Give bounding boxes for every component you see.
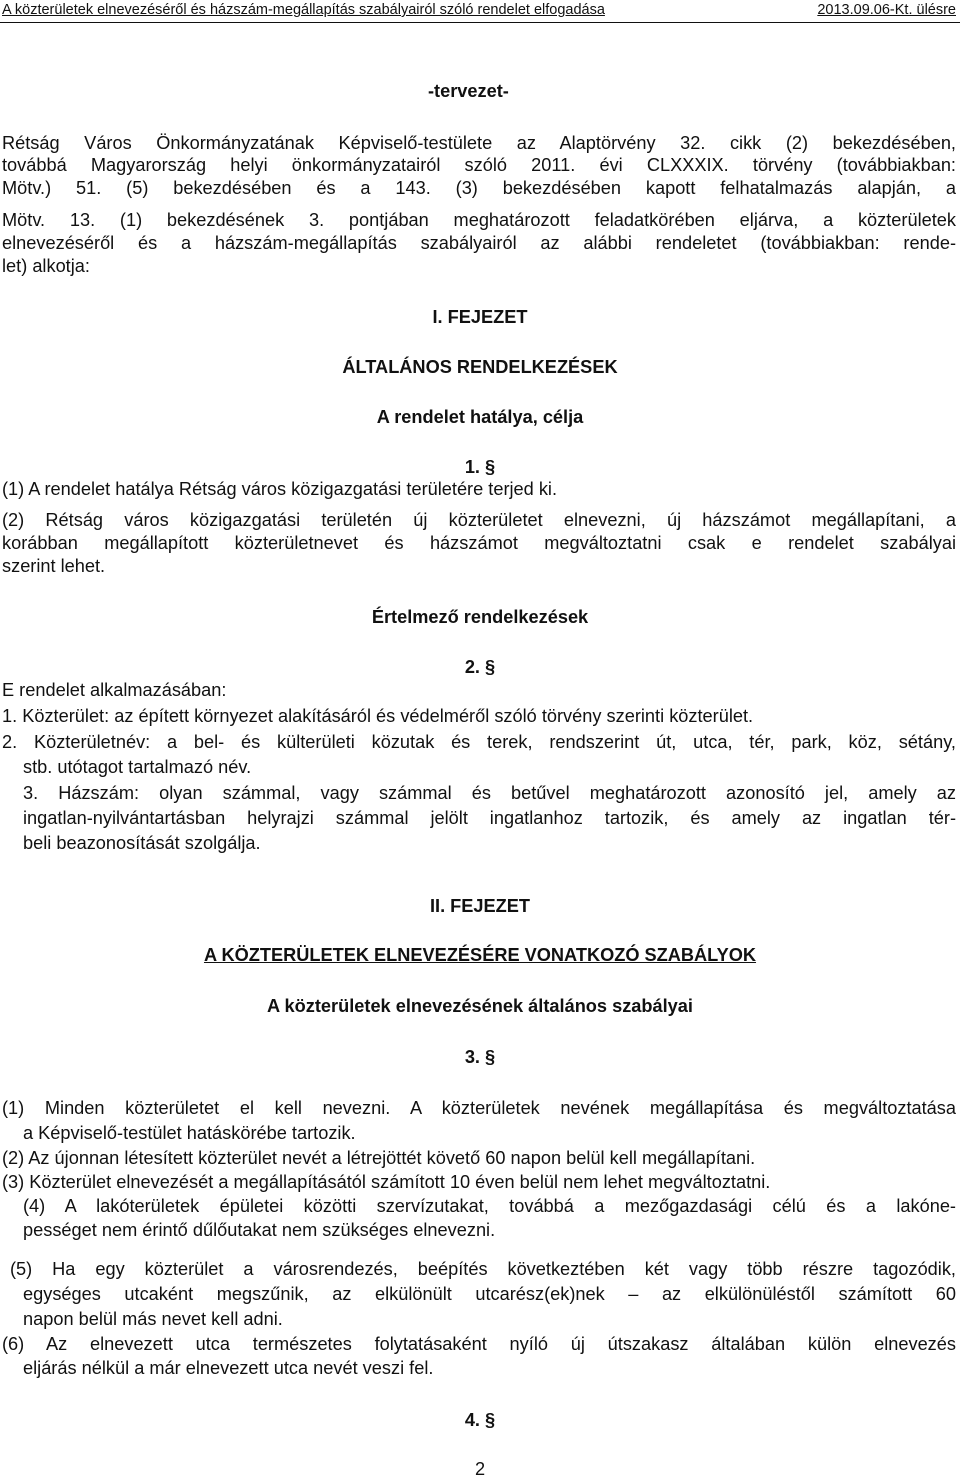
running-header [0, 0, 960, 23]
section-sign-icon: § [485, 657, 496, 677]
definition-item: 1. Közterület: az épített környezet alakításáról és védelméről szóló törvény szerinti közterület. [2, 706, 754, 726]
section-number: 4. § [464, 1410, 496, 1430]
section-title: A rendelet hatálya, célja [376, 407, 584, 427]
paragraph-line: (5) Ha egy közterület a városrendezés, beépítés következtében két vagy több részre tagozódik, [10, 1259, 956, 1279]
header-meeting-code: 2013.09.06-Kt. ülésre [817, 2, 956, 18]
definition-item: 3. Házszám: olyan számmal, vagy számmal és betűvel meghatározott azonosító jel, amely az [23, 783, 956, 803]
preamble-line: Mötv.) 51. (5) bekezdésében és a 143. (3) bekezdésében kapott felhatalmazás alapján, a [2, 178, 956, 198]
preamble-line: továbbá Magyarország helyi önkormányzatairól szóló 2011. évi CLXXXIX. törvény (továbbiakban: [2, 155, 956, 175]
chapter-number: I. FEJEZET [432, 307, 528, 327]
paragraph-line: (2) Rétság város közigazgatási területén új közterületet elnevezni, új házszámot megállapítani, a [2, 510, 956, 530]
paragraph-line: napon belül más nevet kell adni. [23, 1309, 283, 1329]
section-number: 1. § [464, 457, 496, 477]
section-sign-icon: § [485, 457, 496, 477]
paragraph-line: pességet nem érintő dűlőutakat nem szükséges elnevezni. [23, 1220, 496, 1240]
definition-item: beli beazonosítását szolgálja. [23, 833, 261, 853]
section-sign-icon: § [485, 1410, 496, 1430]
chapter-number: II. FEJEZET [429, 896, 531, 916]
section-number: 2. § [464, 657, 496, 677]
paragraph-line: (4) A lakóterületek épületei közötti szervízutakat, továbbá a mezőgazdasági célú és a lakóne- [23, 1196, 956, 1216]
preamble-line: Mötv. 13. (1) bekezdésének 3. pontjában meghatározott feladatkörében eljárva, a közterületek [2, 210, 956, 230]
section-title: Értelmező rendelkezések [371, 607, 589, 627]
preamble-line: let) alkotja: [2, 256, 90, 276]
paragraph-line: korábban megállapított közterületnevet és házszámot megváltoztatni csak e rendelet szabályai [2, 533, 956, 553]
paragraph-line: eljárás nélkül a már elnevezett utca nevét veszi fel. [23, 1358, 434, 1378]
preamble-line: elnevezéséről és a házszám-megállapítás szabályairól az alábbi rendeletet (továbbiakban: rende- [2, 233, 956, 253]
preamble-line: Rétság Város Önkormányzatának Képviselő-testülete az Alaptörvény 32. cikk (2) bekezdésében, [2, 133, 956, 153]
paragraph-line: (6) Az elnevezett utca természetes folytatásaként nyíló új útszakasz általában külön elnevezés [2, 1334, 956, 1354]
draft-label: -tervezet- [428, 81, 509, 101]
paragraph-line: (1) Minden közterületet el kell nevezni. A közterületek nevének megállapítása és megváltoztatása [2, 1098, 956, 1118]
page-number: 2 [474, 1459, 486, 1479]
definition-item: 2. Közterületnév: a bel- és külterületi közutak és terek, rendszerint út, utca, tér, park, köz, sétány, [2, 732, 956, 752]
paragraph: (2) Az újonnan létesített közterület nevét a létrejöttét követő 60 napon belül kell megállapítani. [2, 1148, 756, 1168]
paragraph: (1) A rendelet hatálya Rétság város közigazgatási területére terjed ki. [2, 479, 558, 499]
header-title: A közterületek elnevezéséről és házszám-megállapítás szabályairól szóló rendelet elfogadása [2, 2, 605, 18]
section-title: A közterületek elnevezésének általános szabályai [267, 996, 693, 1016]
definition-item: ingatlan-nyilvántartásban helyrajzi számmal jelölt ingatlanhoz tartozik, és amely az ingatlan tér- [23, 808, 956, 828]
paragraph-line: a Képviselő-testület hatáskörébe tartozik. [23, 1123, 356, 1143]
chapter-title: A KÖZTERÜLETEK ELNEVEZÉSÉRE VONATKOZÓ SZABÁLYOK [203, 945, 757, 965]
paragraph-line: egységes utcaként megszűnik, az elkülönült utcarész(ek)nek – az elkülönüléstől számított 60 [23, 1284, 956, 1304]
chapter-title: ÁLTALÁNOS RENDELKEZÉSEK [342, 357, 618, 377]
section-sign-icon: § [485, 1047, 496, 1067]
definitions-intro: E rendelet alkalmazásában: [2, 680, 227, 700]
paragraph: (3) Közterület elnevezését a megállapításától számított 10 éven belül nem lehet megváltoztatni. [2, 1172, 771, 1192]
definition-item: stb. utótagot tartalmazó név. [23, 757, 252, 777]
section-number: 3. § [464, 1047, 496, 1067]
paragraph-line: szerint lehet. [2, 556, 106, 576]
